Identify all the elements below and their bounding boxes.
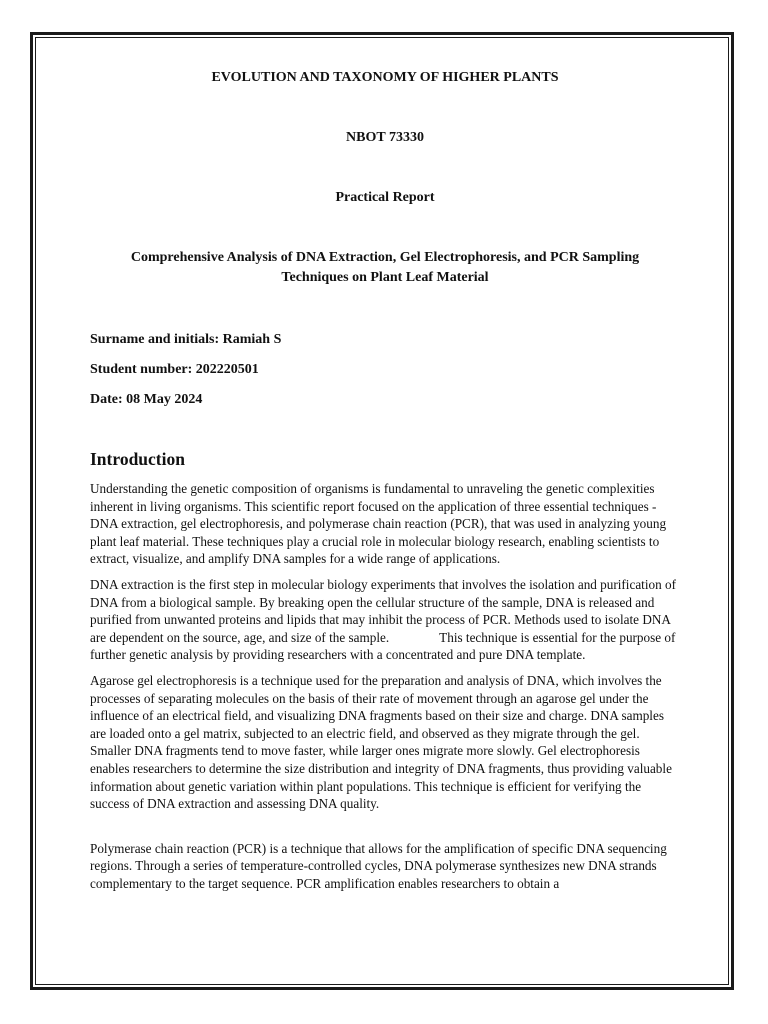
intro-paragraph-2-part-b: This technique is essential for the purpose of further genetic analysis by providing researchers with a concentrated and pure DNA template. xyxy=(90,629,676,663)
report-date: Date: 08 May 2024 xyxy=(90,392,203,407)
surname-initials: Surname and initials: Ramiah S xyxy=(90,332,282,347)
introduction-heading: Introduction xyxy=(90,449,185,469)
report-title-line1: Comprehensive Analysis of DNA Extraction, Gel Electrophoresis, and PCR Sampling xyxy=(130,250,640,265)
course-code: NBOT 73330 xyxy=(346,130,424,145)
document-body xyxy=(90,68,680,892)
report-type: Practical Report xyxy=(335,190,435,205)
intro-paragraph-2-part-a: DNA extraction is the first step in molecular biology experiments that involves the isolation and purification of DNA from a biological sample. By breaking open the cellular structure of the sample, DNA is released and purified from unwanted proteins and lipids that may inhibit the process of PCR. Methods used to isolate DNA are dependent on the source, age, and size of the sample. xyxy=(90,576,676,645)
report-title-line2: Techniques on Plant Leaf Material xyxy=(281,270,489,285)
intro-paragraph-3: Agarose gel electrophoresis is a technique used for the preparation and analysis of DNA, which involves the processes of separating molecules on the basis of their rate of movement through an agarose gel under the influence of an electrical field, and visualizing DNA fragments based on their size and charge. DNA samples are loaded onto a gel matrix, subjected to an electric field, and observed as they migrate through the gel. Smaller DNA fragments tend to move faster, while larger ones migrate more slowly. Gel electrophoresis enables researchers to determine the size distribution and integrity of DNA fragments, thus providing valuable information about genetic variation within plant populations. This technique is efficient for verifying the success of DNA extraction and assessing DNA quality. xyxy=(90,672,672,812)
course-title: EVOLUTION AND TAXONOMY OF HIGHER PLANTS xyxy=(211,70,559,85)
intro-paragraph-4: Polymerase chain reaction (PCR) is a technique that allows for the amplification of specific DNA sequencing regions. Through a series of temperature-controlled cycles, DNA polymerase synthesizes new DNA strands complementary to the target sequence. PCR amplification enables researchers to obtain a xyxy=(90,840,667,891)
intro-paragraph-1: Understanding the genetic composition of organisms is fundamental to unraveling the genetic complexities inherent in living organisms. This scientific report focused on the application of three essential techniques - DNA extraction, gel electrophoresis, and polymerase chain reaction (PCR), that was used in analyzing young plant leaf material. These techniques play a crucial role in molecular biology research, enabling scientists to extract, visualize, and amplify DNA samples for a wide range of applications. xyxy=(90,481,667,567)
intro-paragraph-2 xyxy=(90,576,680,664)
report-title xyxy=(90,248,680,288)
student-number: Student number: 202220501 xyxy=(90,362,259,377)
